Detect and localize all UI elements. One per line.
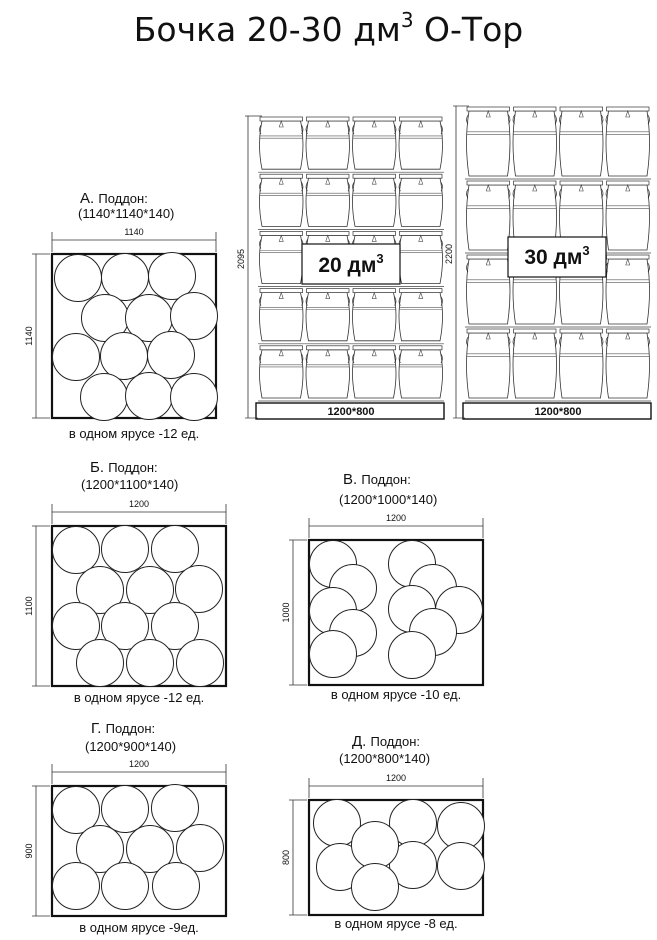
barrel-body xyxy=(353,178,397,226)
barrel-body xyxy=(467,259,511,324)
height-label: 1000 xyxy=(281,602,291,623)
barrel-circle xyxy=(149,253,196,300)
barrel-body xyxy=(260,293,304,341)
stack-barrel xyxy=(260,117,304,169)
per-tier-count: в одном ярусе -12 ед. xyxy=(73,690,205,705)
stack-barrel xyxy=(513,107,557,176)
barrel-body xyxy=(260,350,304,398)
width-label: 1200 xyxy=(128,499,150,509)
stack-pallet-label: 1200*800 xyxy=(327,406,375,418)
pallet-layout-4 xyxy=(24,720,226,935)
barrel-body xyxy=(560,111,604,176)
pallet-layout-1 xyxy=(24,190,218,441)
layout-dimensions: (1200*1000*140) xyxy=(339,492,438,507)
layout-pallet-label: Поддон: xyxy=(98,191,148,206)
barrel-circle xyxy=(148,332,195,379)
barrel-body xyxy=(260,121,304,169)
barrel-body xyxy=(260,235,304,283)
height-label: 900 xyxy=(24,843,34,859)
height-label: 1100 xyxy=(24,596,34,616)
layout-heading xyxy=(90,459,158,476)
barrel-body xyxy=(306,350,350,398)
barrel-stack-2 xyxy=(444,106,651,419)
stack-barrel xyxy=(399,117,443,169)
barrel-body xyxy=(513,111,557,176)
stack-barrel xyxy=(353,289,397,341)
stack-barrel xyxy=(606,329,650,398)
barrel-circle xyxy=(53,527,100,574)
volume-superscript: 3 xyxy=(582,243,590,258)
stack-barrel xyxy=(560,329,604,398)
barrel-circle xyxy=(152,526,199,573)
barrel-body xyxy=(513,333,557,398)
barrel-circle xyxy=(102,863,149,910)
barrel-body xyxy=(353,293,397,341)
barrel-body xyxy=(399,350,443,398)
barrel-circle xyxy=(152,785,199,832)
volume-label xyxy=(524,243,589,269)
layout-pallet-label: Поддон: xyxy=(108,460,158,475)
stack-barrel xyxy=(306,174,350,226)
barrel-body xyxy=(399,235,443,283)
barrel-circle xyxy=(53,334,100,381)
stack-barrel xyxy=(353,174,397,226)
barrel-stacks xyxy=(236,106,651,419)
stack-barrel xyxy=(399,289,443,341)
barrel-body xyxy=(399,293,443,341)
barrel-body xyxy=(353,350,397,398)
stack-pallet-label: 1200*800 xyxy=(534,406,582,418)
barrel-circle xyxy=(101,333,148,380)
barrel-body xyxy=(306,293,350,341)
layout-letter: Г. xyxy=(91,720,106,737)
volume-text: 20 дм xyxy=(318,254,377,277)
per-tier-count: в одном ярусе -8 ед. xyxy=(334,916,458,931)
barrel-circle xyxy=(53,863,100,910)
barrel-circle xyxy=(177,640,224,687)
width-label: 1200 xyxy=(385,513,407,523)
stack-barrel xyxy=(306,117,350,169)
layout-heading xyxy=(91,720,155,737)
barrel-body xyxy=(399,121,443,169)
layout-letter: А. xyxy=(80,190,99,207)
stack-height-label: 2095 xyxy=(236,248,246,270)
layout-heading xyxy=(80,190,148,207)
barrel-circle xyxy=(102,526,149,573)
barrel-body xyxy=(260,178,304,226)
barrel-circle xyxy=(102,786,149,833)
stack-barrel xyxy=(260,346,304,398)
barrel-circle xyxy=(153,863,200,910)
stack-barrel xyxy=(467,181,511,250)
barrel-body xyxy=(606,111,650,176)
title-text: Бочка 20-30 дм xyxy=(133,10,401,49)
barrel-body xyxy=(467,185,511,250)
barrel-circle xyxy=(77,640,124,687)
stack-barrel xyxy=(260,231,304,283)
barrel-circle xyxy=(126,373,173,420)
barrel-circle xyxy=(310,631,357,678)
title-tail: О-Тор xyxy=(413,10,524,49)
stack-barrel xyxy=(260,174,304,226)
barrel-stack-1 xyxy=(236,116,444,419)
barrel-body xyxy=(467,333,511,398)
stack-barrel xyxy=(353,117,397,169)
width-label: 1200 xyxy=(385,773,407,783)
layout-letter: Д. xyxy=(352,733,371,750)
volume-superscript: 3 xyxy=(376,251,384,266)
height-label: 1140 xyxy=(24,326,34,346)
barrel-body xyxy=(399,178,443,226)
stack-barrel xyxy=(606,255,650,324)
layout-pallet-label: Поддон: xyxy=(105,721,156,736)
title-superscript: 3 xyxy=(400,8,414,32)
barrel-body xyxy=(306,121,350,169)
barrel-body xyxy=(606,185,650,250)
barrel-body xyxy=(560,333,604,398)
layout-dimensions: (1140*1140*140) xyxy=(78,206,175,221)
stack-height-label: 2200 xyxy=(444,243,454,265)
pallet-layout-2 xyxy=(24,459,226,705)
per-tier-count: в одном ярусе -12 ед. xyxy=(68,426,200,441)
volume-label xyxy=(318,251,383,277)
barrel-circle xyxy=(352,864,399,911)
layout-dimensions: (1200*800*140) xyxy=(339,751,431,766)
stack-barrel xyxy=(260,289,304,341)
layout-letter: Б. xyxy=(90,459,109,476)
layout-pallet-label: Поддон: xyxy=(361,472,411,487)
stack-barrel xyxy=(606,181,650,250)
pallet-layout-5 xyxy=(281,733,485,931)
barrel-circle xyxy=(127,640,174,687)
layout-letter: В. xyxy=(343,471,362,488)
barrel-body xyxy=(467,111,511,176)
stack-barrel xyxy=(399,231,443,283)
stack-barrel xyxy=(399,174,443,226)
width-label: 1140 xyxy=(124,227,144,237)
layout-pallet-label: Поддон: xyxy=(370,734,420,749)
barrel-body xyxy=(606,333,650,398)
barrel-circle xyxy=(352,822,399,869)
layout-dimensions: (1200*900*140) xyxy=(85,739,177,754)
barrel-circle xyxy=(102,254,149,301)
stack-barrel xyxy=(306,346,350,398)
barrel-body xyxy=(353,121,397,169)
stack-barrel xyxy=(467,107,511,176)
barrel-circle xyxy=(389,632,436,679)
pallet-layout-3 xyxy=(281,471,483,702)
stack-barrel xyxy=(399,346,443,398)
barrel-circle xyxy=(171,374,218,421)
layout-heading xyxy=(343,471,411,488)
volume-text: 30 дм xyxy=(524,246,583,269)
stack-barrel xyxy=(306,289,350,341)
per-tier-count: в одном ярусе -9ед. xyxy=(79,920,199,935)
barrel-circle xyxy=(438,843,485,890)
stack-barrel xyxy=(467,329,511,398)
layout-heading xyxy=(352,733,420,750)
barrel-circle xyxy=(55,255,102,302)
layout-dimensions: (1200*1100*140) xyxy=(81,477,179,492)
stack-barrel xyxy=(467,255,511,324)
stack-barrel xyxy=(606,107,650,176)
per-tier-count: в одном ярусе -10 ед. xyxy=(330,687,462,702)
stack-barrel xyxy=(560,107,604,176)
width-label: 1200 xyxy=(128,759,150,769)
barrel-body xyxy=(606,259,650,324)
stack-barrel xyxy=(353,346,397,398)
barrel-circle xyxy=(81,374,128,421)
stack-barrel xyxy=(513,329,557,398)
barrel-body xyxy=(306,178,350,226)
height-label: 800 xyxy=(281,849,291,866)
